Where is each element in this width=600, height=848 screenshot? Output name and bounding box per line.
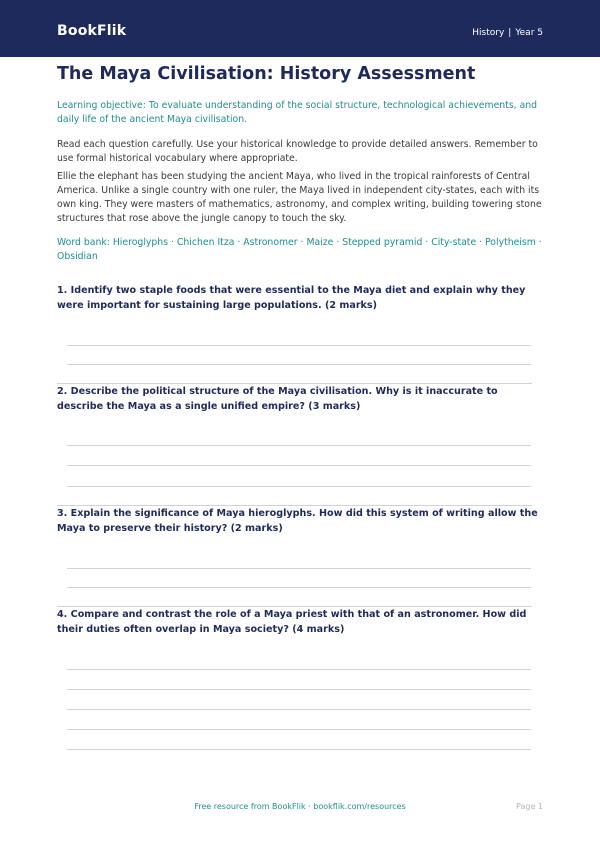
answer-line[interactable] [67, 587, 531, 588]
answer-line[interactable] [67, 345, 531, 346]
answer-line[interactable] [67, 749, 531, 750]
footer-link[interactable]: Free resource from BookFlik · bookflik.com/resources [194, 802, 406, 811]
answer-line[interactable] [67, 445, 531, 446]
answer-line[interactable] [67, 729, 531, 730]
question-4: 4. Compare and contrast the role of a Maya priest with that of an astronomer. How did their duties often overlap in Maya society? (4 marks) [57, 609, 527, 635]
answer-line[interactable] [67, 486, 531, 487]
answer-line[interactable] [67, 669, 531, 670]
header-separator: | [508, 28, 512, 38]
word-bank: Word bank: Hieroglyphs · Chichen Itza · Astronomer · Maize · Stepped pyramid · City-state · Polytheism · Obsidian [57, 237, 542, 262]
answer-line[interactable] [67, 689, 531, 690]
learning-objective: Learning objective: To evaluate understanding of the social structure, technological achievements, and daily life of the ancient Maya civilisation. [57, 100, 538, 125]
question-3: 3. Explain the significance of Maya hieroglyphs. How did this system of writing allow the Maya to preserve their history? (2 marks) [57, 508, 538, 534]
header-meta [472, 28, 543, 38]
question-2: 2. Describe the political structure of the Maya civilisation. Why is it inaccurate to describe the Maya as a single unified empire? (3 marks) [57, 386, 498, 412]
question-1: 1. Identify two staple foods that were essential to the Maya diet and explain why they were important for sustaining large populations. (2 marks) [57, 285, 526, 311]
page-header [0, 0, 600, 57]
context-passage: Ellie the elephant has been studying the ancient Maya, who lived in the tropical rainforests of Central America. Unlike a single country with one ruler, the Maya lived in independent city-states, each with its own king. They were masters of mathematics, astronomy, and complex writing, building towering stone structures that rose above the jungle canopy to touch the sky. [57, 171, 542, 224]
page-title: The Maya Civilisation: History Assessment [57, 64, 476, 84]
brand-logo: BookFlik [57, 23, 127, 39]
answer-line[interactable] [67, 568, 531, 569]
answer-line[interactable] [67, 709, 531, 710]
answer-line[interactable] [67, 364, 531, 365]
answer-line[interactable] [67, 465, 531, 466]
page-number: Page 1 [516, 802, 543, 811]
subject-label: History [472, 28, 505, 38]
year-label: Year 5 [515, 28, 543, 38]
instructions: Read each question carefully. Use your historical knowledge to provide detailed answers. Remember to use formal historical vocabulary where appropriate. [57, 139, 538, 164]
